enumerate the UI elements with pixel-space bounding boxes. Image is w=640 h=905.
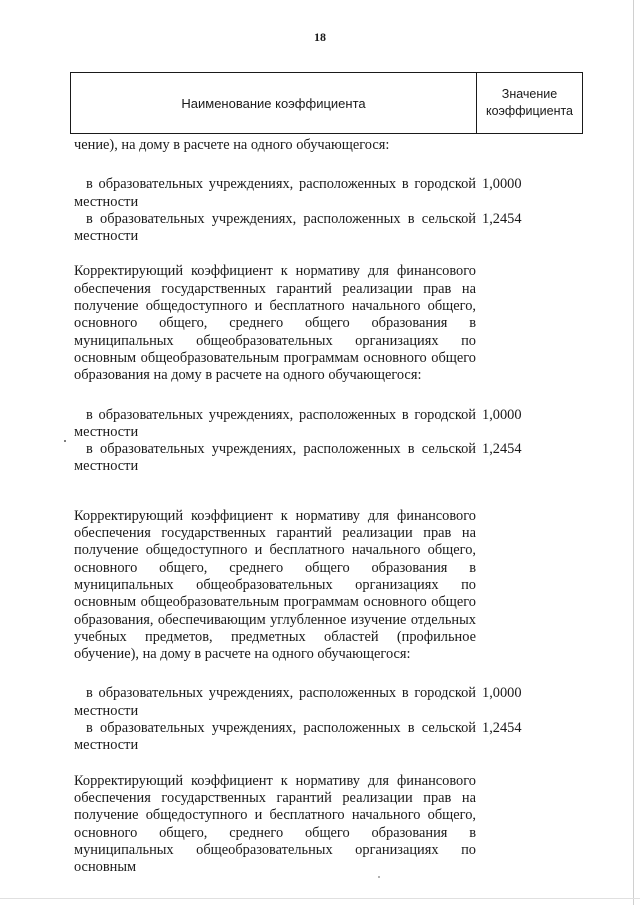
page-number: 18: [314, 30, 326, 44]
coefficient-row-value: 1,0000: [482, 176, 522, 193]
header-coefficient-name: Наименование коэффициента: [71, 73, 477, 133]
coefficient-row-label: в образовательных учреждениях, расположенных в сельской местности: [74, 210, 476, 245]
coefficient-description: [74, 263, 584, 384]
coefficient-row-label: в образовательных учреждениях, расположенных в городской местности: [74, 406, 476, 440]
scan-bottom-edge: [0, 898, 640, 899]
coefficient-row-value: 1,2454: [482, 441, 522, 458]
coefficient-description-text: Корректирующий коэффициент к нормативу для финансового обеспечения государственных гарантий реализации прав на получение общедоступного и бесплатного начального общего, основного общего, среднего общего образования в муниципальных общеобразовательных организациях по основным общеобразовательным программам основного общего образования на дому в расчете на одного обучающегося:: [74, 263, 476, 384]
coefficient-description: [74, 508, 584, 664]
coefficient-row-urban: [74, 407, 584, 442]
coefficient-description: [74, 773, 584, 877]
coefficient-row-urban: [74, 685, 584, 720]
coefficient-row-value: 1,2454: [482, 720, 522, 737]
coefficient-row-label: в образовательных учреждениях, расположенных в городской местности: [74, 176, 476, 210]
scan-edge: [633, 0, 634, 905]
scan-speck: [378, 876, 380, 878]
intro-text: чение), на дому в расчете на одного обучающегося:: [74, 137, 390, 153]
coefficient-row-value: 1,2454: [482, 210, 522, 227]
coefficient-row-value: 1,0000: [482, 685, 522, 702]
coefficient-row-rural: [74, 441, 584, 476]
coefficient-row-label: в образовательных учреждениях, расположенных в сельской местности: [74, 441, 476, 475]
header-coefficient-value: Значение коэффициента: [485, 87, 574, 118]
coefficient-description-text: Корректирующий коэффициент к нормативу для финансового обеспечения государственных гарантий реализации прав на получение общедоступного и бесплатного начального общего, основного общего, среднего общего образования в муниципальных общеобразовательных организациях по основным общеобразовательным программам основного общего образования, обеспечивающим углубленное изучение отдельных учебных предметов, предметных областей (профильное обучение), на дому в расчете на одного обучающегося:: [74, 507, 476, 663]
coefficient-row-label: в образовательных учреждениях, расположенных в городской местности: [74, 685, 476, 719]
table-header: [70, 72, 583, 134]
coefficient-row-urban: [74, 176, 584, 211]
coefficient-row-rural: [74, 720, 584, 755]
document-body: [74, 137, 584, 876]
intro-line: [74, 137, 584, 154]
coefficient-row-value: 1,0000: [482, 406, 522, 423]
coefficient-description-text: Корректирующий коэффициент к нормативу для финансового обеспечения государственных гарантий реализации прав на получение общедоступного и бесплатного начального общего, основного общего, среднего общего образования в муниципальных общеобразовательных организациях по основным: [74, 772, 476, 876]
coefficient-row-rural: [74, 211, 584, 246]
scan-speck: [64, 440, 66, 442]
coefficient-row-label: в образовательных учреждениях, расположенных в сельской местности: [74, 720, 476, 754]
